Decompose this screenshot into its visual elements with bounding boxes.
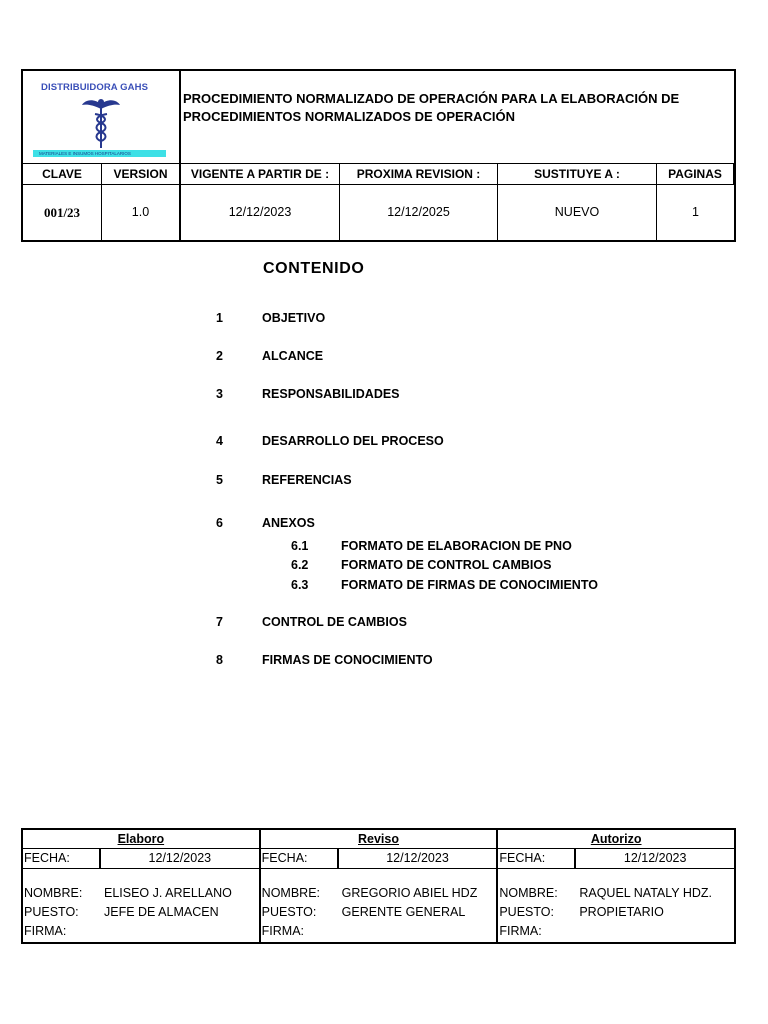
toc-item-number: 7 [216, 615, 223, 629]
toc-subitem-number: 6.2 [291, 558, 309, 572]
toc-item-label: CONTROL DE CAMBIOS [262, 615, 407, 629]
toc-subitem-number: 6.3 [291, 578, 309, 592]
toc-item-number: 3 [216, 387, 223, 401]
value-sustituye: NUEVO [498, 185, 657, 240]
toc-item-label: DESARROLLO DEL PROCESO [262, 434, 444, 448]
toc-item-label: FIRMAS DE CONOCIMIENTO [262, 653, 433, 667]
title-line-1: PROCEDIMIENTO NORMALIZADO DE OPERACIÓN PARA LA ELABORACIÓN DE [183, 91, 680, 106]
signature-column-autorizo [498, 830, 734, 942]
value-proxima-revision: 12/12/2025 [340, 185, 498, 240]
signature-date-row [498, 849, 734, 869]
toc-item-label: REFERENCIAS [262, 473, 352, 487]
company-name: DISTRIBUIDORA GAHS [41, 82, 149, 93]
signature-label: FIRMA: [261, 924, 305, 938]
toc-subitem-label: FORMATO DE CONTROL CAMBIOS [341, 558, 552, 572]
company-tagline: MATERIALES E INSUMOS HOSPITALARIOS [33, 150, 166, 157]
signature-label: FIRMA: [499, 924, 542, 938]
signature-heading: Autorizo [498, 830, 734, 849]
date-label: FECHA: [498, 849, 576, 868]
title-line-2: PROCEDIMIENTOS NORMALIZADOS DE OPERACIÓN [183, 109, 516, 124]
header-col-clave: CLAVE [23, 164, 102, 185]
signature-column-elaboro [23, 830, 261, 942]
signature-column-reviso [261, 830, 499, 942]
position-label: PUESTO: [24, 905, 79, 919]
position-label: PUESTO: [499, 905, 554, 919]
name-value: RAQUEL NATALY HDZ. [579, 886, 713, 900]
date-value: 12/12/2023 [386, 851, 449, 865]
toc-item-label: ANEXOS [262, 516, 315, 530]
name-label: NOMBRE: [24, 886, 83, 900]
position-value: JEFE DE ALMACEN [104, 905, 219, 919]
header-info-grid [23, 164, 734, 240]
name-value: GREGORIO ABIEL HDZ [341, 886, 478, 900]
signature-label: FIRMA: [24, 924, 67, 938]
signature-date-row [261, 849, 497, 869]
toc-subitem-label: FORMATO DE FIRMAS DE CONOCIMIENTO [341, 578, 598, 592]
signature-heading: Reviso [261, 830, 497, 849]
date-label: FECHA: [23, 849, 101, 868]
value-version: 1.0 [102, 185, 181, 240]
name-label: NOMBRE: [499, 886, 558, 900]
caduceus-icon [81, 96, 121, 150]
company-logo [23, 71, 181, 163]
header-title-row [23, 71, 734, 164]
name-value: ELISEO J. ARELLANO [104, 886, 232, 900]
signature-details [23, 869, 259, 941]
toc-item-label: RESPONSABILIDADES [262, 387, 400, 401]
document-title [181, 71, 734, 163]
toc-item-number: 8 [216, 653, 223, 667]
header-col-paginas: PAGINAS [657, 164, 734, 185]
signature-details [498, 869, 734, 941]
signature-details [261, 869, 497, 941]
signatures-table [21, 828, 736, 944]
header-col-version: VERSION [102, 164, 181, 185]
toc-item-number: 5 [216, 473, 223, 487]
toc-item-number: 1 [216, 311, 223, 325]
toc-item-number: 6 [216, 516, 223, 530]
header-col-proxima-revision: PROXIMA REVISION : [340, 164, 498, 185]
toc-subitem-number: 6.1 [291, 539, 309, 553]
toc-subitem-label: FORMATO DE ELABORACION DE PNO [341, 539, 572, 553]
date-value: 12/12/2023 [623, 851, 687, 865]
toc-item-number: 4 [216, 434, 223, 448]
position-label: PUESTO: [261, 905, 317, 919]
header-col-sustituye: SUSTITUYE A : [498, 164, 657, 185]
value-vigente: 12/12/2023 [181, 185, 340, 240]
header-col-vigente: VIGENTE A PARTIR DE : [181, 164, 340, 185]
toc-item-number: 2 [216, 349, 223, 363]
date-label: FECHA: [261, 849, 339, 868]
toc-item-label: ALCANCE [262, 349, 324, 363]
signature-date-row [23, 849, 259, 869]
toc-item-label: OBJETIVO [262, 311, 326, 325]
name-label: NOMBRE: [261, 886, 321, 900]
document-header [21, 69, 736, 242]
signature-heading: Elaboro [23, 830, 259, 849]
date-value: 12/12/2023 [148, 851, 212, 865]
position-value: PROPIETARIO [579, 905, 664, 919]
value-clave: 001/23 [23, 185, 102, 240]
value-paginas: 1 [692, 205, 699, 219]
position-value: GERENTE GENERAL [341, 905, 466, 919]
contents-title: CONTENIDO [263, 260, 365, 277]
